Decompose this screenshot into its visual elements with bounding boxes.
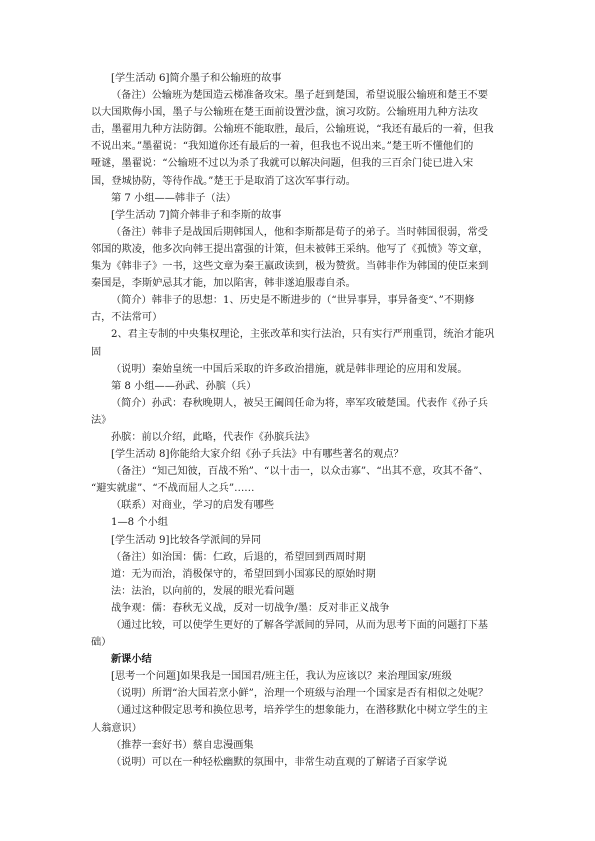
text-line: （简介）孙武：春秋晚期人，被吴王阖闾任命为将，率军攻破楚国。代表作《孙子兵 xyxy=(111,397,488,409)
text-line: （备注）“知己知彼，百战不殆”、“以十击一，以众击寡”、“出其不意，攻其不备”、 xyxy=(111,466,489,478)
text-line: “避实就虚”、“不战而屈人之兵”…… xyxy=(91,483,255,495)
text-line: 击，墨翟用九种方法防御。公输班不能取胜，最后，公输班说，“我还有最后的一着，但我 xyxy=(91,124,494,136)
text-line: （推荐一套好书）蔡自忠漫画集 xyxy=(111,739,254,751)
text-line: （联系）对商业，学习的启发有哪些 xyxy=(111,500,274,512)
text-line: （通过这种假定思考和换位思考，培养学生的想象能力，在潜移默化中树立学生的主 xyxy=(111,705,488,717)
text-line: （备注）如治国：儒：仁政，后退的，希望回到西周时期 xyxy=(111,551,366,563)
text-line: （说明）可以在一种轻松幽默的氛围中，非常生动直观的了解诸子百家学说 xyxy=(111,756,448,768)
text-line: 法：法治，以向前的，发展的眼光看问题 xyxy=(111,585,295,597)
text-line: 法》 xyxy=(91,414,112,426)
text-line: 战争观：儒：春秋无义战，反对一切战争/墨：反对非正义战争 xyxy=(111,602,390,614)
text-line: [学生活动 8]你能给大家介绍《孙子兵法》中有哪些著名的观点？ xyxy=(111,449,404,461)
text-line: 孙膑：前以介绍，此略，代表作《孙膑兵法》 xyxy=(111,431,315,443)
text-line: （简介）韩非子的思想：1、历史是不断进步的（“世异事异，事异备变“、”不期修 xyxy=(111,295,475,307)
text-line: （备注）公输班为楚国造云梯准备攻宋。墨子赶到楚国，希望说服公输班和楚王不要 xyxy=(111,90,488,102)
text-line: [学生活动 9]比较各学派间的异同 xyxy=(111,534,262,546)
text-line: 哑谜，墨翟说：“公输班不过以为杀了我就可以解决问题，但我的三百余门徒已进入宋 xyxy=(91,158,474,170)
text-line: 第 7 小组——韩非子（法） xyxy=(111,192,237,204)
text-line: （通过比较，可以使学生更好的了解各学派间的异同，从而为思考下面的问题打下基 xyxy=(111,620,488,631)
text-line: 秦国是，李斯妒忌其才能，加以陷害，韩非遂迫服毒自杀。 xyxy=(91,278,356,290)
text-line: 人翁意识） xyxy=(91,722,142,734)
text-line: [思考一个问题]如果我是一国国君/班主任，我认为应该以？来治理国家/班级 xyxy=(111,671,452,683)
text-line: 第 8 小组——孙武、孙膑（兵） xyxy=(111,380,257,392)
text-line: [学生活动 7]简介韩非子和李斯的故事 xyxy=(111,209,282,221)
text-line: 不说出来。”墨翟说：“我知道你还有最后的一着，但我也不说出来。”楚王听不懂他们的 xyxy=(91,141,474,153)
text-line: 古，不法常可） xyxy=(91,312,163,324)
text-line: 2、君主专制的中央集权理论，主张改革和实行法治，只有实行严刑重罚，统治才能巩 xyxy=(111,329,495,341)
text-line: [学生活动 6]简介墨子和公输班的故事 xyxy=(111,73,282,84)
text-line: 集为《韩非子》一书，这些文章为秦王嬴政读到，极为赞赏。当韩非作为韩国的使臣来到 xyxy=(91,261,489,273)
text-line: 础） xyxy=(91,637,112,649)
text-line: 固 xyxy=(91,346,102,358)
document-page xyxy=(91,70,511,771)
text-line: 道：无为而治，消极保守的，希望回到小国寡民的原始时期 xyxy=(111,568,376,580)
text-line: （说明）所谓“治大国若烹小鲜”，治理一个班级与治理一个国家是否有相似之处呢？ xyxy=(111,688,489,700)
text-line: （说明）秦始皇统一中国后采取的许多政治措施，就是韩非理论的应用和发展。 xyxy=(111,363,468,375)
text-line: 邻国的欺凌，他多次向韩王提出富强的计策，但未被韩王采纳。他写了《孤愤》等文章， xyxy=(91,243,489,255)
text-line: 国，登城协防，等待作战。”楚王于是取消了这次军事行动。 xyxy=(91,175,356,187)
text-line: 1—8 个小组 xyxy=(111,517,168,529)
section-heading: 新课小结 xyxy=(111,654,152,666)
text-line: （备注）韩非子是战国后期韩国人，他和李斯都是荀子的弟子。当时韩国很弱，常受 xyxy=(111,226,488,238)
text-line: 以大国欺侮小国，墨子与公输班在楚王面前设置沙盘，演习攻防。公输班用九种方法攻 xyxy=(91,107,479,119)
